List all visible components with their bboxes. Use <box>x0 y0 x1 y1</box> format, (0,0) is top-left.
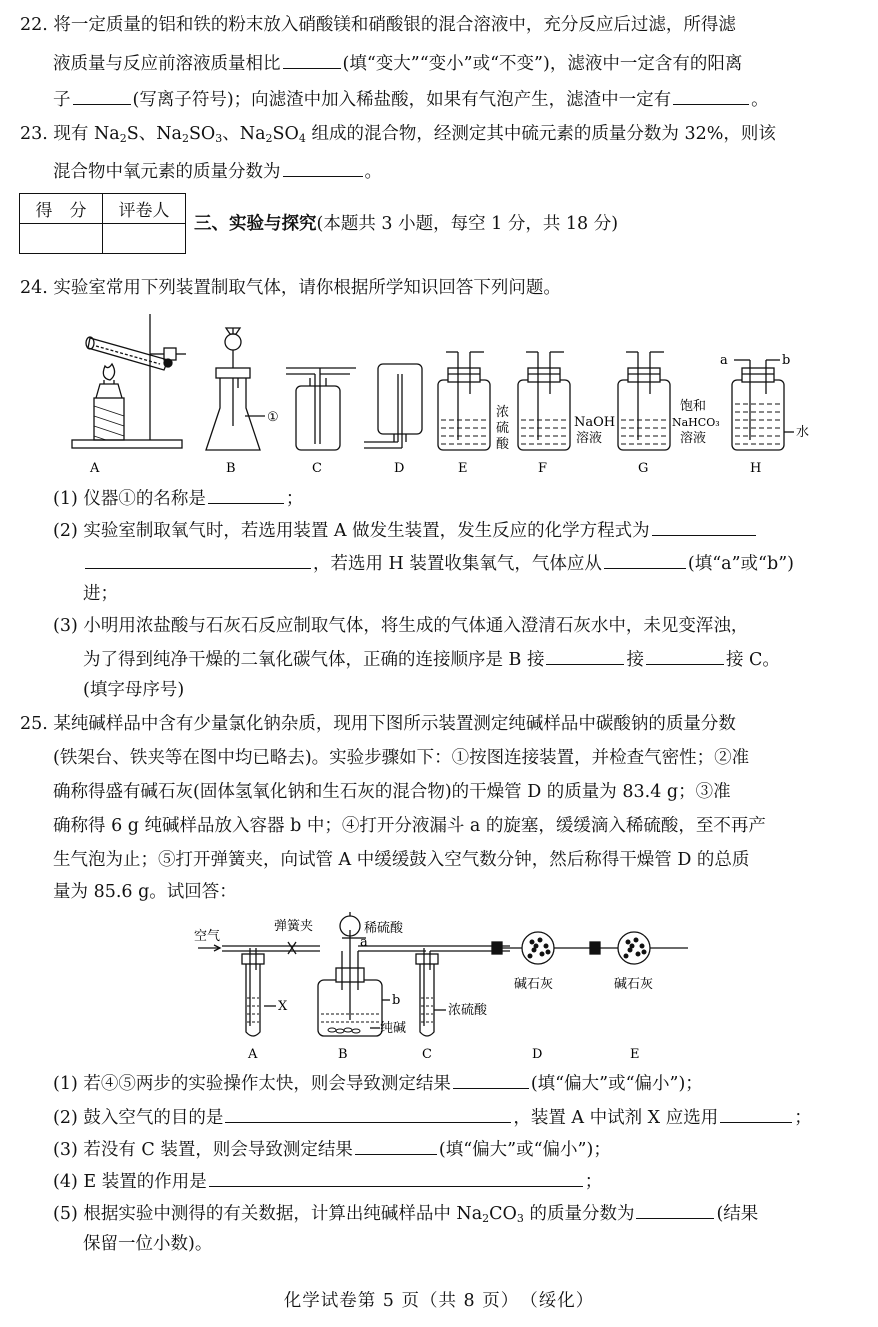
q25-line2: (铁架台、铁夹等在图中均已略去)。实验步骤如下：①按图连接装置，并检查气密性；②准 <box>53 748 750 768</box>
q25-part3 <box>53 1136 611 1162</box>
q23-text: SO <box>272 124 299 144</box>
q24-text: (1) 仪器①的名称是 <box>53 489 206 509</box>
q24-blank-2[interactable] <box>652 517 756 536</box>
label-lime-d: 碱石灰 <box>514 977 554 992</box>
q25-part5-line2: 保留一位小数)。 <box>83 1234 213 1254</box>
q25-line1: 25. 某纯碱样品中含有少量氯化钠杂质，现用下图所示装置测定纯碱样品中碳酸钠的质量分数 <box>20 714 736 734</box>
q22-blank-3[interactable] <box>673 86 749 105</box>
score-cell[interactable] <box>20 224 103 254</box>
label-h-b: b <box>782 353 791 368</box>
fig2-label-c: C <box>422 1047 432 1062</box>
q24-part3-line1: (3) 小明用浓盐酸与石灰石反应制取气体，将生成的气体通入澄清石灰水中，未见变浑浊， <box>53 616 749 636</box>
q22-text: (写离子符号)；向滤渣中加入稀盐酸，如果有气泡产生，滤渣中一定有 <box>132 90 672 110</box>
q24-text: 为了得到纯净干燥的二氧化碳气体，正确的连接顺序是 B 接 <box>83 650 545 670</box>
q25-part1 <box>53 1070 703 1096</box>
q22-text: 。 <box>751 90 769 110</box>
label-conc-acid: 浓硫酸 <box>448 1003 488 1018</box>
subscript: 2 <box>265 132 273 145</box>
q22-text: (填“变大”“变小”或“不变”)，滤液中一定含有的阳离 <box>342 54 743 74</box>
q25-blank-2[interactable] <box>225 1104 511 1123</box>
fig-label-a: A <box>90 461 100 476</box>
section-title: 三、实验与探究 <box>194 214 317 234</box>
subscript: 2 <box>119 132 127 145</box>
q24-text: ，若选用 H 装置收集氧气，气体应从 <box>313 554 602 574</box>
grader-cell[interactable] <box>103 224 186 254</box>
fig-label-h: H <box>750 461 762 476</box>
q24-stem: 24. 实验室常用下列装置制取气体，请你根据所学知识回答下列问题。 <box>20 278 561 298</box>
q25-line3: 确称得盛有碱石灰(固体氢氧化钠和生石灰的混合物)的干燥管 D 的质量为 83.4 g；③准 <box>53 782 731 802</box>
q23-text: 23. 现有 Na <box>20 124 120 144</box>
q22-blank-2[interactable] <box>73 86 131 105</box>
q25-apparatus-figure <box>190 910 710 1068</box>
wash-bottle-f <box>518 352 570 450</box>
fig-label-g: G <box>638 461 649 476</box>
q25-blank-4[interactable] <box>355 1136 437 1155</box>
fig-label-c: C <box>312 461 322 476</box>
q25-line6: 量为 85.6 g。试回答： <box>53 882 237 902</box>
section-note: (本题共 3 小题，每空 1 分，共 18 分) <box>316 214 619 234</box>
q25-text: ； <box>794 1108 812 1128</box>
q23-line1 <box>20 122 776 151</box>
label-e-3: 酸 <box>496 437 510 452</box>
subscript: 3 <box>215 132 223 145</box>
q25-text: (2) 鼓入空气的目的是 <box>53 1108 224 1128</box>
label-lime-e: 碱石灰 <box>614 977 654 992</box>
grader-header: 评卷人 <box>103 194 186 224</box>
subscript: 2 <box>482 1212 490 1225</box>
section-3-heading <box>194 212 618 236</box>
label-circle-1: ① <box>267 410 279 425</box>
q24-blank-4[interactable] <box>604 550 686 569</box>
label-g-3: 溶液 <box>680 431 707 446</box>
q23-blank[interactable] <box>283 158 363 177</box>
fig-label-d: D <box>394 461 405 476</box>
q25-text: 的质量分数为 <box>523 1204 635 1224</box>
q24-part3-line2 <box>83 646 780 672</box>
q25-text: (4) E 装置的作用是 <box>53 1172 207 1192</box>
q25-part2 <box>53 1104 812 1130</box>
q24-text: 接 <box>626 650 644 670</box>
q22-line2 <box>53 50 742 76</box>
q25-text: (结果 <box>716 1204 759 1224</box>
q24-part2-line3: 进； <box>83 584 118 604</box>
q25-text: (1) 若④⑤两步的实验操作太快，则会导致测定结果 <box>53 1074 451 1094</box>
q25-text: (3) 若没有 C 装置，则会导致测定结果 <box>53 1140 353 1160</box>
q24-text: (填“a”或“b”) <box>687 554 794 574</box>
fig2-label-d: D <box>532 1047 543 1062</box>
label-h-water: 水 <box>796 425 810 440</box>
label-clip: 弹簧夹 <box>274 919 314 934</box>
label-f-1: NaOH <box>574 415 616 430</box>
label-h-a: a <box>720 353 728 368</box>
stand-base-a <box>72 440 182 448</box>
q25-text: ； <box>584 1172 603 1192</box>
q25-text: (填“偏大”或“偏小”)； <box>530 1074 703 1094</box>
q24-blank-6[interactable] <box>646 646 724 665</box>
label-e-1: 浓 <box>496 405 510 420</box>
subscript: 2 <box>181 132 189 145</box>
label-f-2: 溶液 <box>576 431 603 446</box>
fig-label-b: B <box>226 461 236 476</box>
q22-line3 <box>53 86 769 112</box>
label-b: b <box>392 993 401 1008</box>
q25-text: CO <box>489 1204 517 1224</box>
subscript: 4 <box>298 132 306 145</box>
q25-text: ，装置 A 中试剂 X 应选用 <box>513 1108 719 1128</box>
q25-blank-1[interactable] <box>453 1070 529 1089</box>
q22-line1: 22. 将一定质量的铝和铁的粉末放入硝酸镁和硝酸银的混合溶液中，充分反应后过滤，所得滤 <box>20 15 736 35</box>
q23-text: S、Na <box>126 124 182 144</box>
score-header: 得 分 <box>20 194 103 224</box>
label-dilute-acid: 稀硫酸 <box>364 921 404 936</box>
q24-apparatus-figure <box>60 308 840 480</box>
fig2-label-b: B <box>338 1047 348 1062</box>
q22-text: 子 <box>53 90 71 110</box>
q25-text: (填“偏大”或“偏小”)； <box>438 1140 611 1160</box>
fig-label-f: F <box>538 461 548 476</box>
label-x: X <box>278 999 288 1014</box>
q24-text: ； <box>285 489 304 509</box>
q22-text: 液质量与反应前溶液质量相比 <box>53 54 281 74</box>
q24-part2-line2 <box>83 550 794 576</box>
q25-text: (5) 根据实验中测得的有关数据，计算出纯碱样品中 Na <box>53 1204 483 1224</box>
q23-text: 混合物中氧元素的质量分数为 <box>53 162 281 182</box>
q23-line2 <box>53 158 382 184</box>
q23-text: 组成的混合物，经测定其中硫元素的质量分数为 32%，则该 <box>305 124 776 144</box>
q24-part1 <box>53 485 303 511</box>
q25-line4: 确称得 6 g 纯碱样品放入容器 b 中；④打开分液漏斗 a 的旋塞，缓缓滴入稀硫酸，至不再产 <box>53 816 766 836</box>
q25-blank-6[interactable] <box>636 1200 714 1219</box>
fig-label-e: E <box>458 461 468 476</box>
q24-text: 接 C。 <box>725 650 780 670</box>
q24-part3-line3: (填字母序号) <box>83 680 185 700</box>
q24-blank-3[interactable] <box>85 550 311 569</box>
q24-text: (2) 实验室制取氧气时，若选用装置 A 做发生装置，发生反应的化学方程式为 <box>53 521 650 541</box>
q23-text: 、Na <box>222 124 266 144</box>
q23-text: 。 <box>364 162 382 182</box>
label-e-2: 硫 <box>496 421 510 436</box>
label-air: 空气 <box>194 929 221 944</box>
q24-blank-5[interactable] <box>546 646 624 665</box>
q23-text: SO <box>188 124 216 144</box>
q24-part2-line1 <box>53 517 758 543</box>
score-table <box>19 193 186 254</box>
label-soda: 纯碱 <box>380 1021 407 1036</box>
q25-line5: 生气泡为止；⑤打开弹簧夹，向试管 A 中缓缓鼓入空气数分钟，然后称得干燥管 D 的总质 <box>53 850 750 870</box>
q25-blank-3[interactable] <box>720 1104 792 1123</box>
q25-blank-5[interactable] <box>209 1168 583 1187</box>
subscript: 3 <box>516 1212 524 1225</box>
label-g-1: 饱和 <box>680 399 707 414</box>
label-g-2: NaHCO₃ <box>672 416 720 429</box>
label-a: a <box>360 935 368 950</box>
wash-bottle-e <box>438 352 490 450</box>
q22-blank-1[interactable] <box>283 50 341 69</box>
q24-blank-1[interactable] <box>208 485 284 504</box>
page-footer: 化学试卷第 5 页（共 8 页） （绥化） <box>283 1291 595 1311</box>
wash-bottle-g <box>618 352 670 450</box>
fig2-label-a: A <box>248 1047 258 1062</box>
q25-part5-line1 <box>53 1200 758 1231</box>
fig2-label-e: E <box>630 1047 640 1062</box>
q25-part4 <box>53 1168 602 1194</box>
